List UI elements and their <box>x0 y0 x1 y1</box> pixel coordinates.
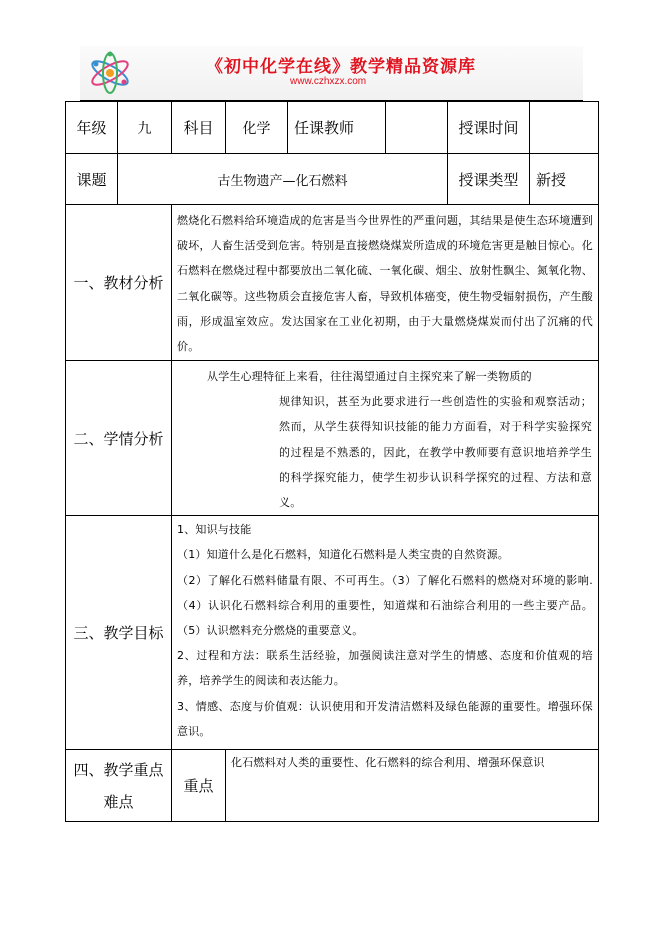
grade-label: 年级 <box>66 102 118 154</box>
students-line-1: 从学生心理特征上来看，往往渴望通过自主探究来了解一类物质的 <box>207 370 532 383</box>
header-banner <box>80 46 583 100</box>
teacher-value <box>386 102 448 154</box>
analysis-title: 一、教材分析 <box>66 205 172 361</box>
teacher-label: 任课教师 <box>288 102 386 154</box>
key-paragraph: 化石燃料对人类的重要性、化石燃料的综合利用、增强环保意识 <box>231 756 545 770</box>
students-title: 二、学情分析 <box>66 361 172 516</box>
topic-value: 古生物遗产—化石燃料 <box>118 154 448 205</box>
analysis-text <box>172 205 599 361</box>
goals-paragraph-3: （2）了解化石燃料储量有限、不可再生。（3）了解化石燃料的燃烧对环境的影响.（4）认识化石燃料综合利用的重要性，知道煤和石油综合利用的一些主要产品。（5）认识燃料充分燃烧的重要意义。 <box>177 573 593 638</box>
banner-title: 《初中化学在线》教学精品资源库 <box>206 57 476 77</box>
students-rest: 规律知识，甚至为此要求进行一些创造性的实验和观察活动；然而，从学生获得知识技能的能力方面看，对于科学实验探究的过程是不熟悉的，因此，在教学中教师要有意识地培养学生的科学探究能力，使学生初步认识科学探究的过程、方法和意义。 <box>279 395 592 510</box>
lesson-plan-table <box>65 101 599 822</box>
info-row-2 <box>66 154 599 205</box>
analysis-row <box>66 205 599 361</box>
banner-url[interactable]: www.czhxzx.com <box>290 76 367 87</box>
grade-value: 九 <box>118 102 172 154</box>
analysis-paragraph: 燃烧化石燃料给环境造成的危害是当今世界性的严重问题，其结果是使生态环境遭到破坏，人畜生活受到危害。特别是直接燃烧煤炭所造成的环境危害更是触目惊心。化石燃料在燃烧过程中都要放出二氧化硫、一氧化碳、烟尘、放射性飘尘、氮氧化物、二氧化碳等。这些物质会直接危害人畜，导致机体癌变，使生物受辐射损伤，产生酸雨，形成温室效应。发达国家在工业化初期，由于大量燃烧煤炭而付出了沉痛的代价。 <box>177 214 593 354</box>
key-label: 重点 <box>172 750 226 822</box>
type-value: 新授 <box>530 154 599 205</box>
time-label: 授课时间 <box>448 102 530 154</box>
subject-label: 科目 <box>172 102 226 154</box>
key-points-row <box>66 750 599 822</box>
info-row-1 <box>66 102 599 154</box>
goals-row <box>66 516 599 750</box>
goals-paragraph-4: 2、过程和方法：联系生活经验，加强阅读注意对学生的情感、态度和价值观的培养，培养学生的阅读和表达能力。 <box>177 649 593 688</box>
goals-title: 三、教学目标 <box>66 516 172 750</box>
goals-paragraph-1: 1、知识与技能 <box>177 523 252 537</box>
goals-paragraph-5: 3、情感、态度与价值观：认识使用和开发清洁燃料及绿色能源的重要性。增强环保意识。 <box>177 699 593 738</box>
subject-value: 化学 <box>226 102 288 154</box>
key-text <box>226 750 599 822</box>
students-text <box>172 361 599 516</box>
goals-text <box>172 516 599 750</box>
goals-paragraph-2: （1）知道什么是化石燃料，知道化石燃料是人类宝贵的自然资源。 <box>177 548 509 562</box>
key-points-title <box>66 750 172 822</box>
time-value <box>530 102 599 154</box>
key-points-title-line-2: 难点 <box>103 792 134 811</box>
atom-molecule-icon <box>86 50 134 96</box>
students-row <box>66 361 599 516</box>
topic-label: 课题 <box>66 154 118 205</box>
type-label: 授课类型 <box>448 154 530 205</box>
key-points-title-line-1: 四、教学重点 <box>73 760 164 779</box>
